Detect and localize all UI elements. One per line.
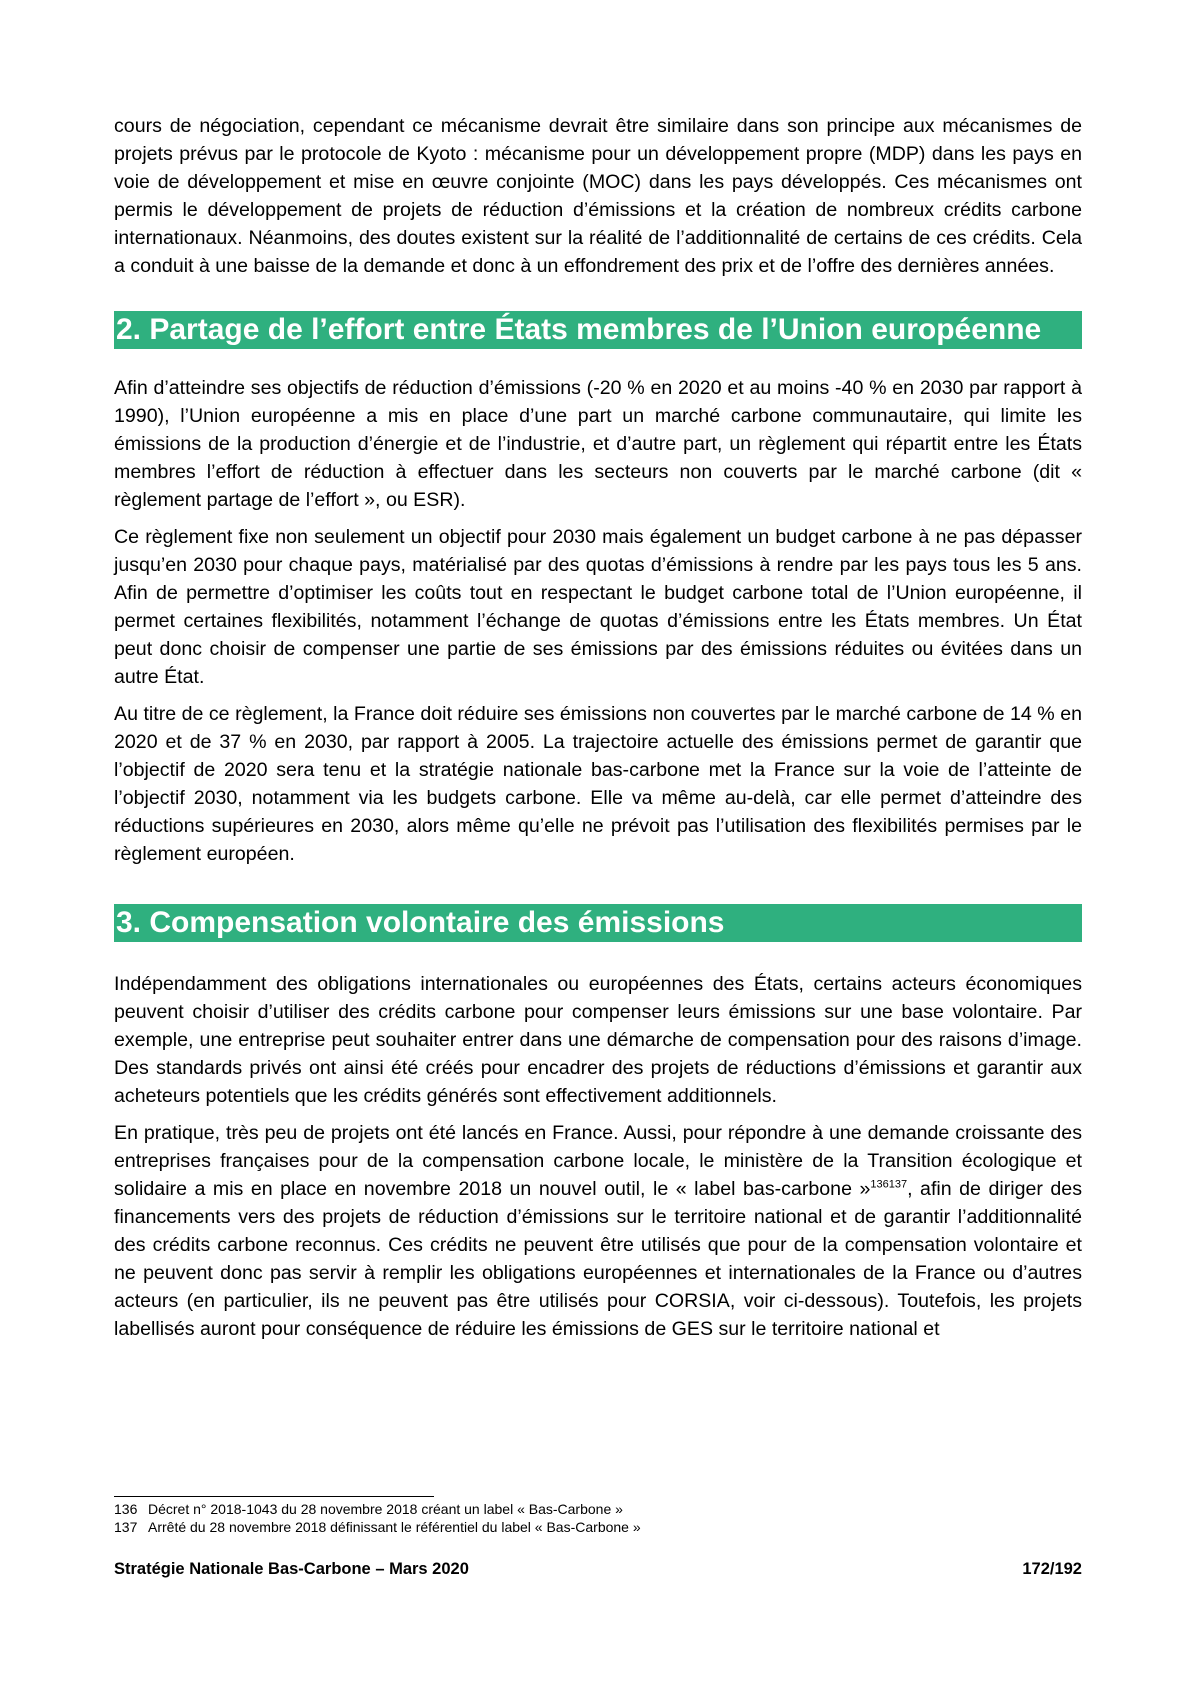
- footnote-text: Arrêté du 28 novembre 2018 définissant le référentiel du label « Bas-Carbone »: [148, 1519, 641, 1535]
- footnote-137: [114, 1518, 1082, 1536]
- page-footer: [114, 1560, 1082, 1579]
- page-content: [114, 112, 1082, 1343]
- footnote-separator: [114, 1496, 434, 1497]
- page-number: 172/192: [1022, 1560, 1082, 1578]
- section3-paragraph-1: Indépendamment des obligations internationales ou européennes des États, certains acteurs économiques peuvent choisir d’utiliser des crédits carbone pour compenser leurs émissions sur une base volontaire. Par exemple, une entreprise peut souhaiter entrer dans une démarche de compensation pour des raisons d’image. Des standards privés ont ainsi été créés pour encadrer des projets de réductions d’émissions et garantir aux acheteurs potentiels que les crédits générés sont effectivement additionnels.: [114, 973, 1082, 1107]
- footnote-number: 136: [114, 1501, 138, 1517]
- section2-paragraph-1: Afin d’atteindre ses objectifs de réduction d’émissions (-20 % en 2020 et au moins -40 % en 2030 par rapport à 1990), l’Union européenne a mis en place d’une part un marché carbone communautaire, qui limite les émissions de la production d’énergie et de l’industrie, et d’autre part, un règlement qui répartit entre les États membres l’effort de réduction à effectuer dans les secteurs non couverts par le marché carbone (dit « règlement partage de l’effort », ou ESR).: [114, 377, 1082, 511]
- section2-paragraph-2: Ce règlement fixe non seulement un objectif pour 2030 mais également un budget carbone à ne pas dépasser jusqu’en 2030 pour chaque pays, matérialisé par des quotas d’émissions à rendre par les pays tous les 5 ans. Afin de permettre d’optimiser les coûts tout en respectant le budget carbone total de l’Union européenne, il permet certaines flexibilités, notamment l’échange de quotas d’émissions entre les États membres. Un État peut donc choisir de compenser une partie de ses émissions par des émissions réduites ou évitées dans un autre État.: [114, 526, 1082, 688]
- footnote-text: Décret n° 2018-1043 du 28 novembre 2018 créant un label « Bas-Carbone »: [148, 1501, 623, 1517]
- section3-paragraph-2-text-a: En pratique, très peu de projets ont été lancés en France. Aussi, pour répondre à une demande croissante des entreprises françaises pour de la compensation carbone locale, le ministère de la Transition écologique et solidaire a mis en place en novembre 2018 un nouvel outil, le « label bas-carbone »: [114, 1122, 1082, 1200]
- section-heading-3: 3. Compensation volontaire des émissions: [114, 904, 1082, 942]
- section3-paragraph-2: [114, 1119, 1082, 1343]
- footnote-136: [114, 1500, 1082, 1518]
- footnotes: [114, 1500, 1082, 1536]
- section-heading-2: 2. Partage de l’effort entre États membres de l’Union européenne: [114, 311, 1082, 349]
- footer-document-title: Stratégie Nationale Bas-Carbone – Mars 2020: [114, 1560, 469, 1578]
- section3-paragraph-2-text-b: , afin de diriger des financements vers des projets de réduction d’émissions sur le territoire national et de garantir l’additionnalité des crédits carbone reconnus. Ces crédits ne peuvent être utilisés que pour de la compensation volontaire et ne peuvent donc pas servir à remplir les obligations européennes et internationales de la France ou d’autres acteurs (en particulier, ils ne peuvent pas être utilisés pour CORSIA, voir ci-dessous). Toutefois, les projets labellisés auront pour conséquence de réduire les émissions de GES sur le territoire national et: [114, 1178, 1082, 1340]
- section2-paragraph-3: Au titre de ce règlement, la France doit réduire ses émissions non couvertes par le marché carbone de 14 % en 2020 et de 37 % en 2030, par rapport à 2005. La trajectoire actuelle des émissions permet de garantir que l’objectif de 2020 sera tenu et la stratégie nationale bas-carbone met la France sur la voie de l’atteinte de l’objectif 2030, notamment via les budgets carbone. Elle va même au-delà, car elle permet d’atteindre des réductions supérieures en 2030, alors même qu’elle ne prévoit pas l’utilisation des flexibilités permises par le règlement européen.: [114, 703, 1082, 865]
- footnote-number: 137: [114, 1519, 138, 1535]
- footnote-reference[interactable]: 136137: [870, 1178, 908, 1191]
- paragraph-intro: cours de négociation, cependant ce mécanisme devrait être similaire dans son principe aux mécanismes de projets prévus par le protocole de Kyoto : mécanisme pour un développement propre (MDP) dans les pays en voie de développement et mise en œuvre conjointe (MOC) dans les pays développés. Ces mécanismes ont permis le développement de projets de réduction d’émissions et la création de nombreux crédits carbone internationaux. Néanmoins, des doutes existent sur la réalité de l’additionnalité de certains de ces crédits. Cela a conduit à une baisse de la demande et donc à un effondrement des prix et de l’offre des dernières années.: [114, 115, 1082, 277]
